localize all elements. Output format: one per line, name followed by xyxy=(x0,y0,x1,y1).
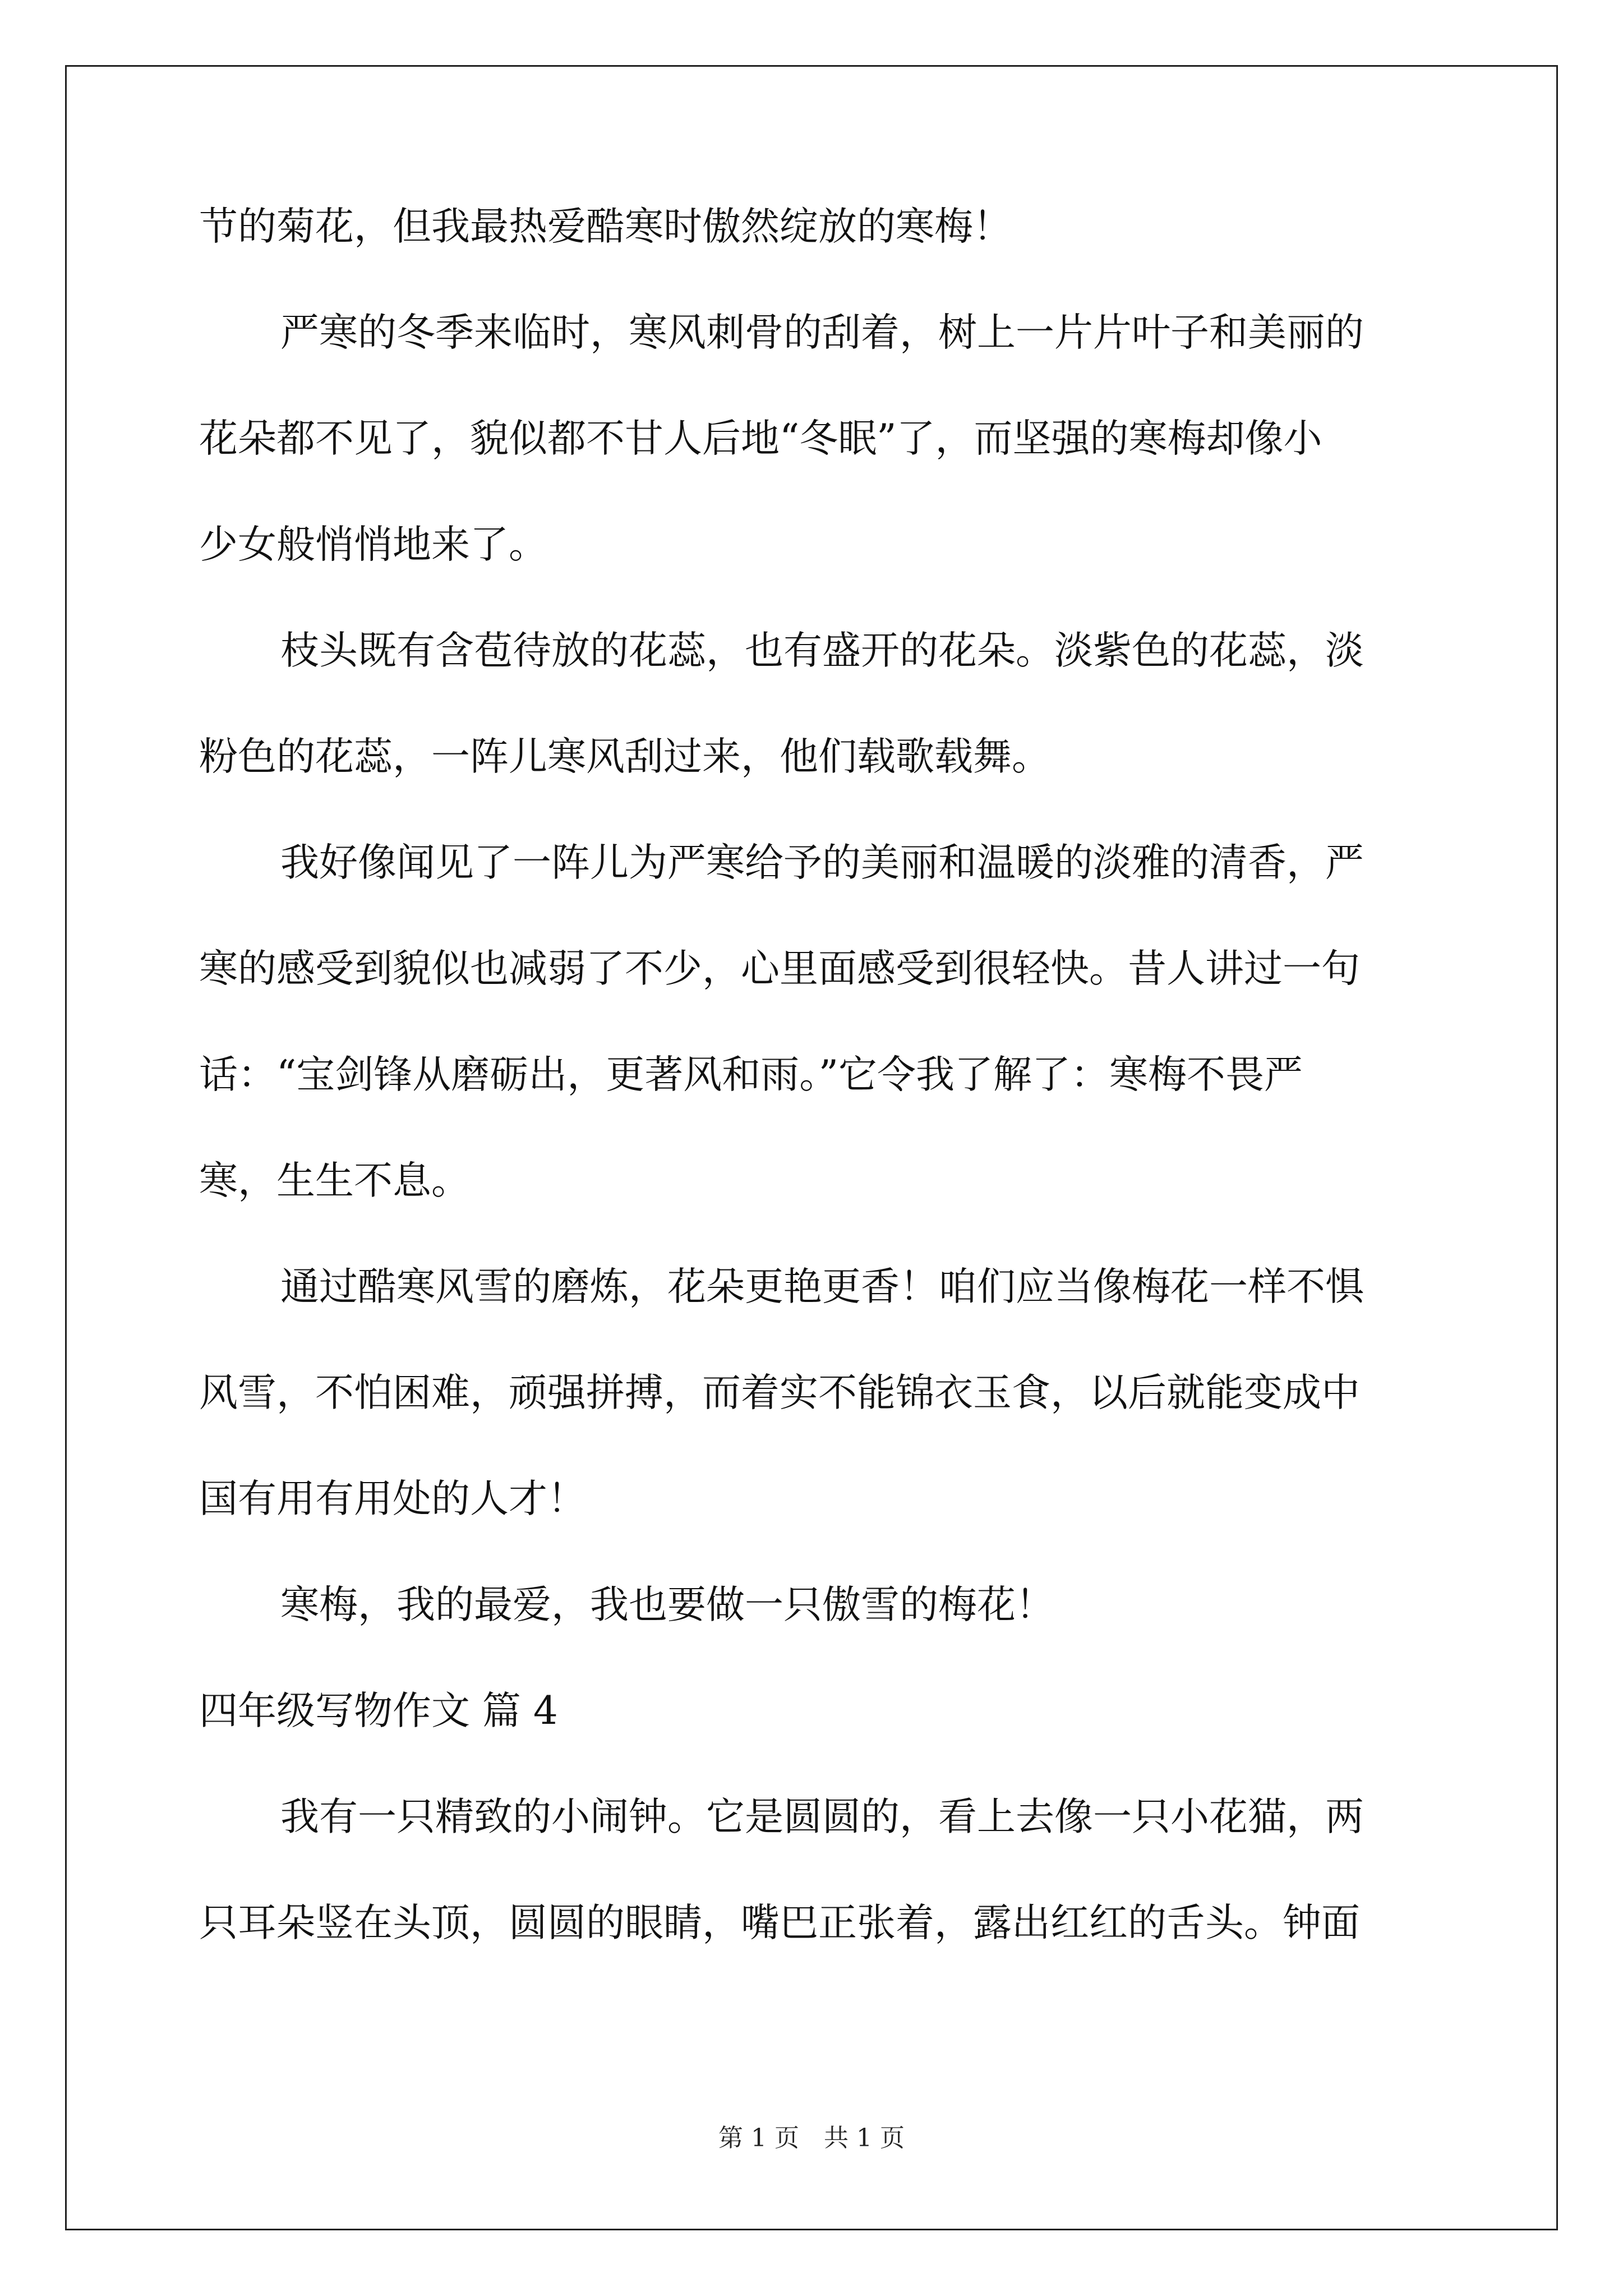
text-line: 寒的感受到貌似也减弱了不少，心里面感受到很轻快。昔人讲过一句 xyxy=(199,946,1360,991)
paragraph-start-line: 我好像闻见了一阵儿为严寒给予的美丽和温暖的淡雅的清香，严 xyxy=(280,840,1364,885)
text-line: 话：“宝剑锋从磨砺出，更著风和雨。”它令我了解了：寒梅不畏严 xyxy=(199,1052,1303,1097)
paragraph-start-line: 严寒的冬季来临时，寒风刺骨的刮着，树上一片片叶子和美丽的 xyxy=(280,310,1364,355)
text-line: 少女般悄悄地来了。 xyxy=(199,522,547,567)
text-line: 花朵都不见了，貌似都不甘人后地“冬眠”了，而坚强的寒梅却像小 xyxy=(199,416,1322,461)
text-line: 风雪，不怕困难，顽强拼搏，而着实不能锦衣玉食，以后就能变成中 xyxy=(199,1370,1360,1415)
text-line: 只耳朵竖在头顶，圆圆的眼睛，嘴巴正张着，露出红红的舌头。钟面 xyxy=(199,1901,1360,1945)
page-footer: 第 1 页 共 1 页 xyxy=(718,2124,905,2152)
text-line: 节的菊花，但我最热爱酷寒时傲然绽放的寒梅！ xyxy=(199,204,1012,249)
paragraph-start-line: 寒梅，我的最爱，我也要做一只傲雪的梅花！ xyxy=(280,1582,1054,1627)
text-line: 粉色的花蕊，一阵儿寒风刮过来，他们载歌载舞。 xyxy=(199,734,1050,779)
text-line: 寒，生生不息。 xyxy=(199,1158,470,1203)
paragraph-start-line: 我有一只精致的小闹钟。它是圆圆的，看上去像一只小花猫，两 xyxy=(280,1795,1364,1839)
document-body xyxy=(199,204,1427,2010)
text-line: 国有用有用处的人才！ xyxy=(199,1476,586,1521)
paragraph-start-line: 枝头既有含苞待放的花蕊，也有盛开的花朵。淡紫色的花蕊，淡 xyxy=(280,628,1364,673)
section-heading: 四年级写物作文 篇 4 xyxy=(199,1688,558,1733)
paragraph-start-line: 通过酷寒风雪的磨炼，花朵更艳更香！咱们应当像梅花一样不惧 xyxy=(280,1264,1364,1309)
